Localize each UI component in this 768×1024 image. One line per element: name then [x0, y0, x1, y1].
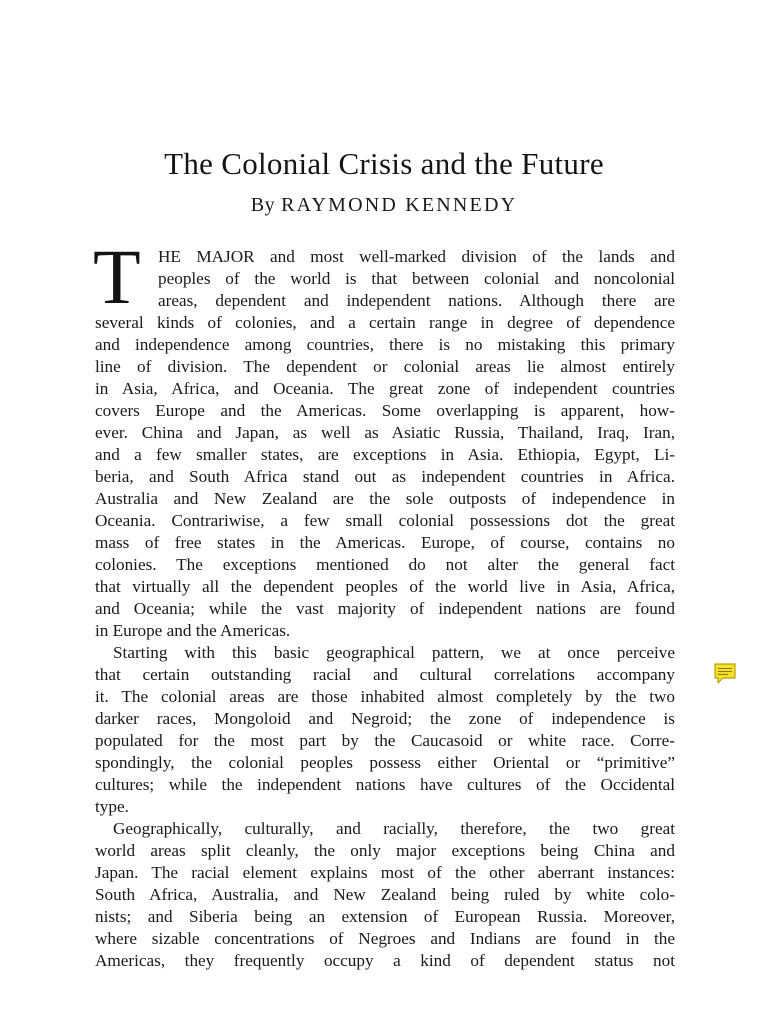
text-line: Starting with this basic geographical pattern, we at once perceive: [113, 643, 675, 662]
text-line: spondingly, the colonial peoples possess either Oriental or “primitive”: [95, 753, 675, 772]
text-line: and independence among countries, there is no mistaking this primary: [95, 335, 675, 354]
text-line: and Oceania; while the vast majority of independent nations are found: [95, 599, 675, 618]
text-line: Oceania. Contrariwise, a few small colonial possessions dot the great: [95, 511, 675, 530]
text-line: Geographically, culturally, and racially, therefore, the two great: [113, 819, 675, 838]
author-name: RAYMOND KENNEDY: [281, 194, 518, 216]
text-line: world areas split cleanly, the only major exceptions being China and: [95, 841, 675, 860]
text-line: colonies. The exceptions mentioned do not alter the general fact: [95, 555, 675, 574]
note-icon-graphic: [713, 662, 737, 686]
text-line: darker races, Mongoloid and Negroid; the zone of independence is: [95, 709, 675, 728]
byline-prefix: By: [250, 194, 276, 216]
text-line: areas, dependent and independent nations. Although there are: [158, 291, 675, 310]
text-line: populated for the most part by the Caucasoid or white race. Corre-: [95, 731, 675, 750]
byline: [0, 194, 768, 217]
text-line: in Europe and the Americas.: [95, 621, 291, 640]
text-line: type.: [95, 797, 129, 816]
text-line: it. The colonial areas are those inhabited almost completely by the two: [95, 687, 675, 706]
note-icon[interactable]: [713, 662, 737, 686]
text-line: peoples of the world is that between colonial and noncolonial: [158, 269, 675, 288]
page-title: The Colonial Crisis and the Future: [164, 146, 604, 181]
text-line: where sizable concentrations of Negroes and Indians are found in the: [95, 929, 675, 948]
text-line: nists; and Siberia being an extension of European Russia. Moreover,: [95, 907, 675, 926]
text-line: that virtually all the dependent peoples of the world live in Asia, Africa,: [95, 577, 675, 596]
text-line: and a few smaller states, are exceptions in Asia. Ethiopia, Egypt, Li-: [95, 445, 675, 464]
text-line: beria, and South Africa stand out as independent countries in Africa.: [95, 467, 675, 486]
text-line: Americas, they frequently occupy a kind of dependent status not: [95, 951, 675, 970]
text-line: Australia and New Zealand are the sole outposts of independence in: [95, 489, 675, 508]
text-line: mass of free states in the Americas. Europe, of course, contains no: [95, 533, 675, 552]
text-line: South Africa, Australia, and New Zealand being ruled by white colo-: [95, 885, 675, 904]
text-line: in Asia, Africa, and Oceania. The great zone of independent countries: [95, 379, 675, 398]
text-line: line of division. The dependent or colonial areas lie almost entirely: [95, 357, 675, 376]
text-line: cultures; while the independent nations have cultures of the Occidental: [95, 775, 675, 794]
text-line: several kinds of colonies, and a certain range in degree of dependence: [95, 313, 675, 332]
drop-cap: T: [93, 233, 141, 320]
text-line: covers Europe and the Americas. Some overlapping is apparent, how-: [95, 401, 675, 420]
text-line: ever. China and Japan, as well as Asiatic Russia, Thailand, Iraq, Iran,: [95, 423, 675, 442]
text-line: that certain outstanding racial and cultural correlations accompany: [95, 665, 675, 684]
text-line: Japan. The racial element explains most of the other aberrant instances:: [95, 863, 675, 882]
text-line: HE MAJOR and most well-marked division of the lands and: [158, 247, 675, 266]
